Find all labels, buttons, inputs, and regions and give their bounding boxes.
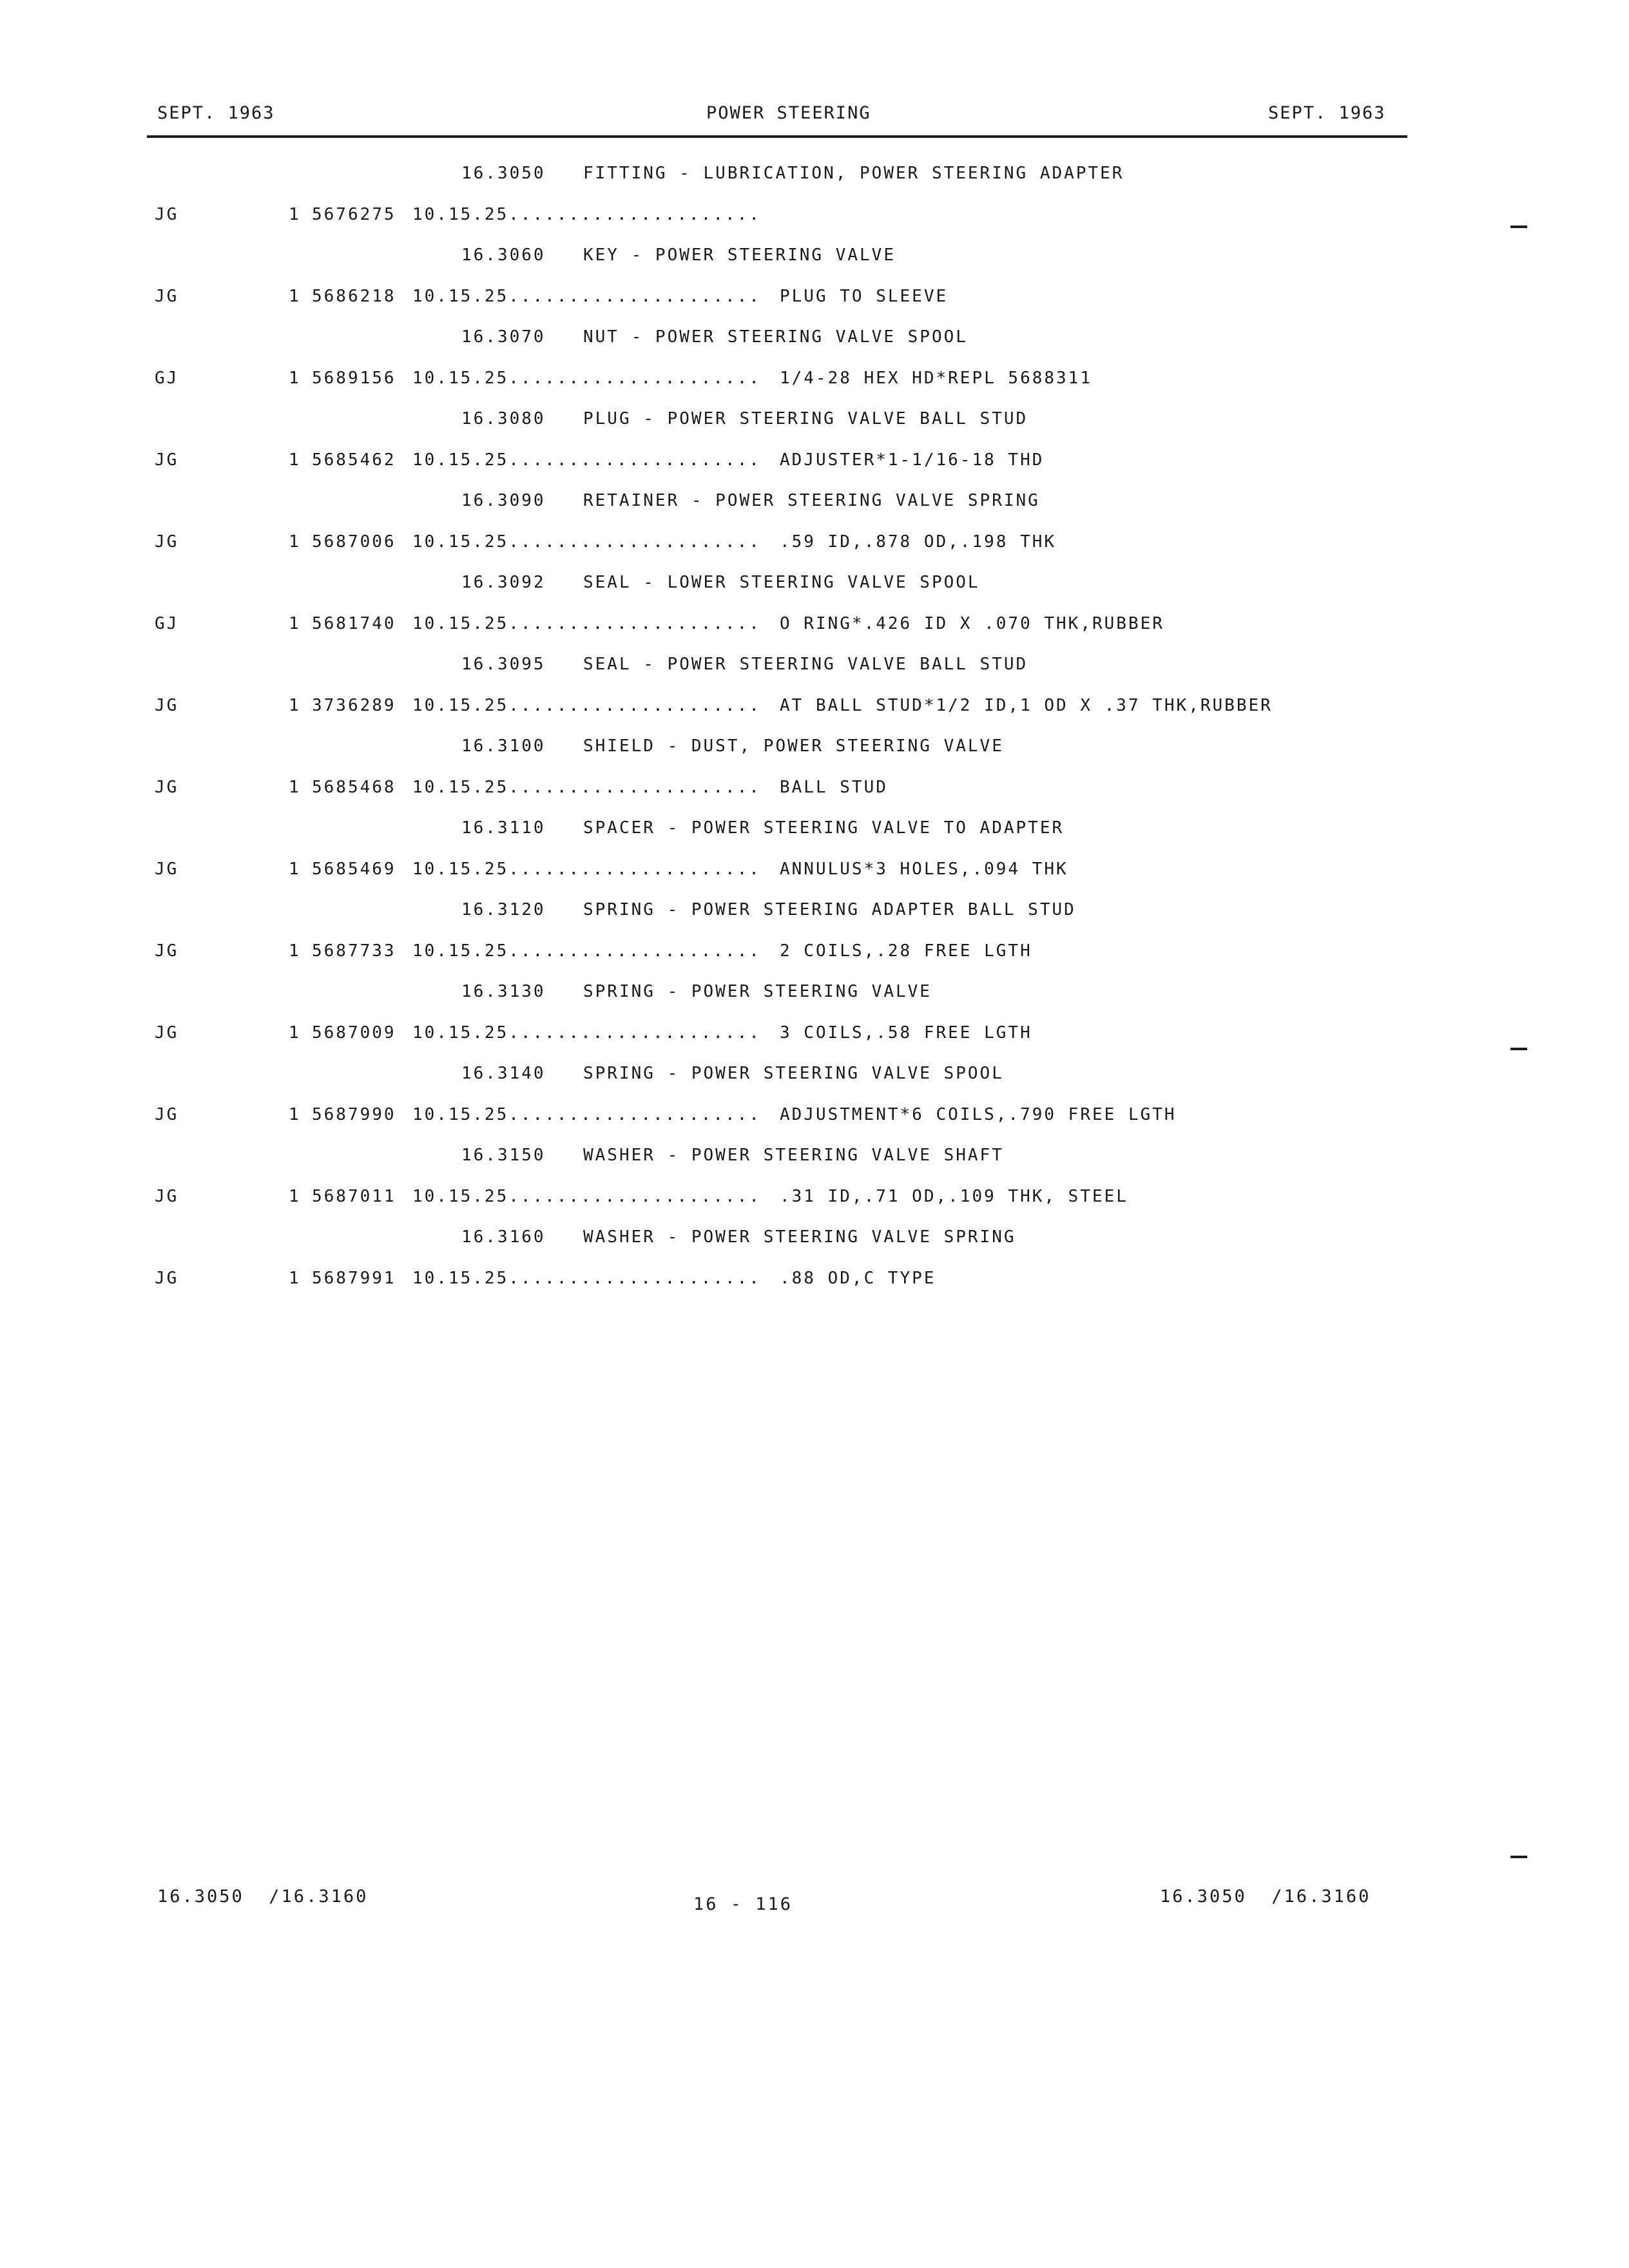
part-line <box>0 358 1629 398</box>
part-note: ANNULUS*3 HOLES,.094 THK <box>780 860 1068 879</box>
model-reference: 10.15.25..................... <box>412 696 761 715</box>
part-line <box>0 604 1629 644</box>
group-line <box>0 1135 1629 1175</box>
group-line <box>0 972 1629 1012</box>
model-reference: 10.15.25..................... <box>412 369 761 388</box>
group-description: KEY - POWER STEERING VALVE <box>583 245 896 265</box>
part-number: 5687006 <box>312 532 396 552</box>
source-code: GJ <box>155 614 179 633</box>
group-description: SPRING - POWER STEERING VALVE SPOOL <box>583 1064 1004 1083</box>
group-line <box>0 562 1629 602</box>
group-description: WASHER - POWER STEERING VALVE SPRING <box>583 1227 1016 1247</box>
group-line <box>0 726 1629 766</box>
part-number: 5685469 <box>312 860 396 879</box>
quantity: 1 <box>289 287 301 306</box>
quantity: 1 <box>289 369 301 388</box>
part-number: 5681740 <box>312 614 396 633</box>
group-description: SEAL - POWER STEERING VALVE BALL STUD <box>583 655 1028 674</box>
model-reference: 10.15.25..................... <box>412 1187 761 1206</box>
part-note: ADJUSTER*1-1/16-18 THD <box>780 450 1045 470</box>
quantity: 1 <box>289 778 301 797</box>
group-description: SPRING - POWER STEERING ADAPTER BALL STUD <box>583 900 1076 919</box>
group-description: SPRING - POWER STEERING VALVE <box>583 982 932 1001</box>
source-code: JG <box>155 450 179 470</box>
part-entry <box>0 972 1629 1053</box>
part-entry <box>0 1217 1629 1299</box>
scan-mark <box>1510 1048 1527 1050</box>
part-note: .59 ID,.878 OD,.198 THK <box>780 532 1057 552</box>
part-note: .88 OD,C TYPE <box>780 1269 936 1288</box>
header-rule <box>147 135 1407 138</box>
quantity: 1 <box>289 1023 301 1043</box>
model-reference: 10.15.25..................... <box>412 941 761 961</box>
part-entry <box>0 399 1629 481</box>
part-number: 5687011 <box>312 1187 396 1206</box>
group-description: PLUG - POWER STEERING VALVE BALL STUD <box>583 409 1028 428</box>
source-code: JG <box>155 532 179 552</box>
quantity: 1 <box>289 1105 301 1124</box>
footer-page-number: 16 - 116 <box>693 1894 793 1914</box>
source-code: JG <box>155 1023 179 1043</box>
part-note: O RING*.426 ID X .070 THK,RUBBER <box>780 614 1164 633</box>
model-reference: 10.15.25..................... <box>412 205 761 224</box>
model-reference: 10.15.25..................... <box>412 1269 761 1288</box>
quantity: 1 <box>289 941 301 961</box>
part-line <box>0 1177 1629 1216</box>
quantity: 1 <box>289 532 301 552</box>
source-code: JG <box>155 287 179 306</box>
source-code: JG <box>155 205 179 224</box>
part-entry <box>0 808 1629 890</box>
header-date-right: SEPT. 1963 <box>1268 103 1386 123</box>
model-reference: 10.15.25..................... <box>412 614 761 633</box>
quantity: 1 <box>289 205 301 224</box>
quantity: 1 <box>289 696 301 715</box>
part-number: 5687009 <box>312 1023 396 1043</box>
part-note: ADJUSTMENT*6 COILS,.790 FREE LGTH <box>780 1105 1177 1124</box>
group-number: 16.3092 <box>461 573 546 592</box>
model-reference: 10.15.25..................... <box>412 1105 761 1124</box>
group-number: 16.3060 <box>461 245 546 265</box>
group-number: 16.3150 <box>461 1146 546 1165</box>
footer-range-right: 16.3050 /16.3160 <box>1160 1887 1371 1907</box>
part-line <box>0 1095 1629 1135</box>
part-number: 5689156 <box>312 369 396 388</box>
group-number: 16.3090 <box>461 491 546 510</box>
quantity: 1 <box>289 860 301 879</box>
part-number: 5687733 <box>312 941 396 961</box>
group-number: 16.3080 <box>461 409 546 428</box>
part-line <box>0 522 1629 562</box>
part-entry <box>0 1053 1629 1135</box>
header-date-left: SEPT. 1963 <box>157 103 275 123</box>
parts-list <box>0 153 1629 1299</box>
part-line <box>0 849 1629 889</box>
scan-mark <box>1510 226 1527 228</box>
model-reference: 10.15.25..................... <box>412 532 761 552</box>
group-line <box>0 1053 1629 1093</box>
group-number: 16.3120 <box>461 900 546 919</box>
part-entry <box>0 153 1629 235</box>
part-entry <box>0 1135 1629 1217</box>
source-code: JG <box>155 860 179 879</box>
part-line <box>0 195 1629 235</box>
part-note: 3 COILS,.58 FREE LGTH <box>780 1023 1032 1043</box>
quantity: 1 <box>289 450 301 470</box>
source-code: JG <box>155 1187 179 1206</box>
part-entry <box>0 235 1629 317</box>
group-line <box>0 808 1629 848</box>
source-code: JG <box>155 1269 179 1288</box>
source-code: JG <box>155 1105 179 1124</box>
group-number: 16.3095 <box>461 655 546 674</box>
part-line <box>0 931 1629 971</box>
quantity: 1 <box>289 1187 301 1206</box>
part-number: 5686218 <box>312 287 396 306</box>
group-number: 16.3130 <box>461 982 546 1001</box>
group-description: FITTING - LUBRICATION, POWER STEERING ADAPTER <box>583 164 1124 183</box>
source-code: GJ <box>155 369 179 388</box>
group-number: 16.3140 <box>461 1064 546 1083</box>
group-number: 16.3160 <box>461 1227 546 1247</box>
group-line <box>0 481 1629 521</box>
group-description: SEAL - LOWER STEERING VALVE SPOOL <box>583 573 980 592</box>
model-reference: 10.15.25..................... <box>412 1023 761 1043</box>
part-line <box>0 1013 1629 1053</box>
header-section-title: POWER STEERING <box>706 103 871 123</box>
part-note: 1/4-28 HEX HD*REPL 5688311 <box>780 369 1092 388</box>
group-description: WASHER - POWER STEERING VALVE SHAFT <box>583 1146 1004 1165</box>
part-number: 3736289 <box>312 696 396 715</box>
part-note: .31 ID,.71 OD,.109 THK, STEEL <box>780 1187 1128 1206</box>
part-number: 5685462 <box>312 450 396 470</box>
part-note: BALL STUD <box>780 778 888 797</box>
part-entry <box>0 890 1629 972</box>
part-entry <box>0 317 1629 399</box>
part-entry <box>0 481 1629 562</box>
group-line <box>0 399 1629 439</box>
part-number: 5687991 <box>312 1269 396 1288</box>
part-note: 2 COILS,.28 FREE LGTH <box>780 941 1032 961</box>
group-line <box>0 317 1629 357</box>
group-line <box>0 644 1629 684</box>
group-description: RETAINER - POWER STEERING VALVE SPRING <box>583 491 1040 510</box>
model-reference: 10.15.25..................... <box>412 860 761 879</box>
part-number: 5685468 <box>312 778 396 797</box>
group-number: 16.3100 <box>461 736 546 756</box>
part-line <box>0 440 1629 480</box>
footer-range-left: 16.3050 /16.3160 <box>157 1887 369 1907</box>
model-reference: 10.15.25..................... <box>412 450 761 470</box>
group-number: 16.3050 <box>461 164 546 183</box>
part-line <box>0 686 1629 726</box>
group-description: SPACER - POWER STEERING VALVE TO ADAPTER <box>583 818 1065 838</box>
source-code: JG <box>155 778 179 797</box>
group-line <box>0 1217 1629 1257</box>
group-line <box>0 235 1629 275</box>
quantity: 1 <box>289 614 301 633</box>
part-line <box>0 767 1629 807</box>
quantity: 1 <box>289 1269 301 1288</box>
group-description: SHIELD - DUST, POWER STEERING VALVE <box>583 736 1004 756</box>
part-line <box>0 1258 1629 1298</box>
model-reference: 10.15.25..................... <box>412 778 761 797</box>
model-reference: 10.15.25..................... <box>412 287 761 306</box>
part-note: PLUG TO SLEEVE <box>780 287 949 306</box>
group-number: 16.3070 <box>461 327 546 347</box>
part-number: 5687990 <box>312 1105 396 1124</box>
group-number: 16.3110 <box>461 818 546 838</box>
part-entry <box>0 726 1629 808</box>
part-entry <box>0 644 1629 726</box>
part-entry <box>0 562 1629 644</box>
group-description: NUT - POWER STEERING VALVE SPOOL <box>583 327 968 347</box>
part-number: 5676275 <box>312 205 396 224</box>
group-line <box>0 890 1629 930</box>
group-line <box>0 153 1629 193</box>
source-code: JG <box>155 941 179 961</box>
scan-mark <box>1510 1856 1527 1858</box>
part-note: AT BALL STUD*1/2 ID,1 OD X .37 THK,RUBBER <box>780 696 1273 715</box>
part-line <box>0 276 1629 316</box>
source-code: JG <box>155 696 179 715</box>
